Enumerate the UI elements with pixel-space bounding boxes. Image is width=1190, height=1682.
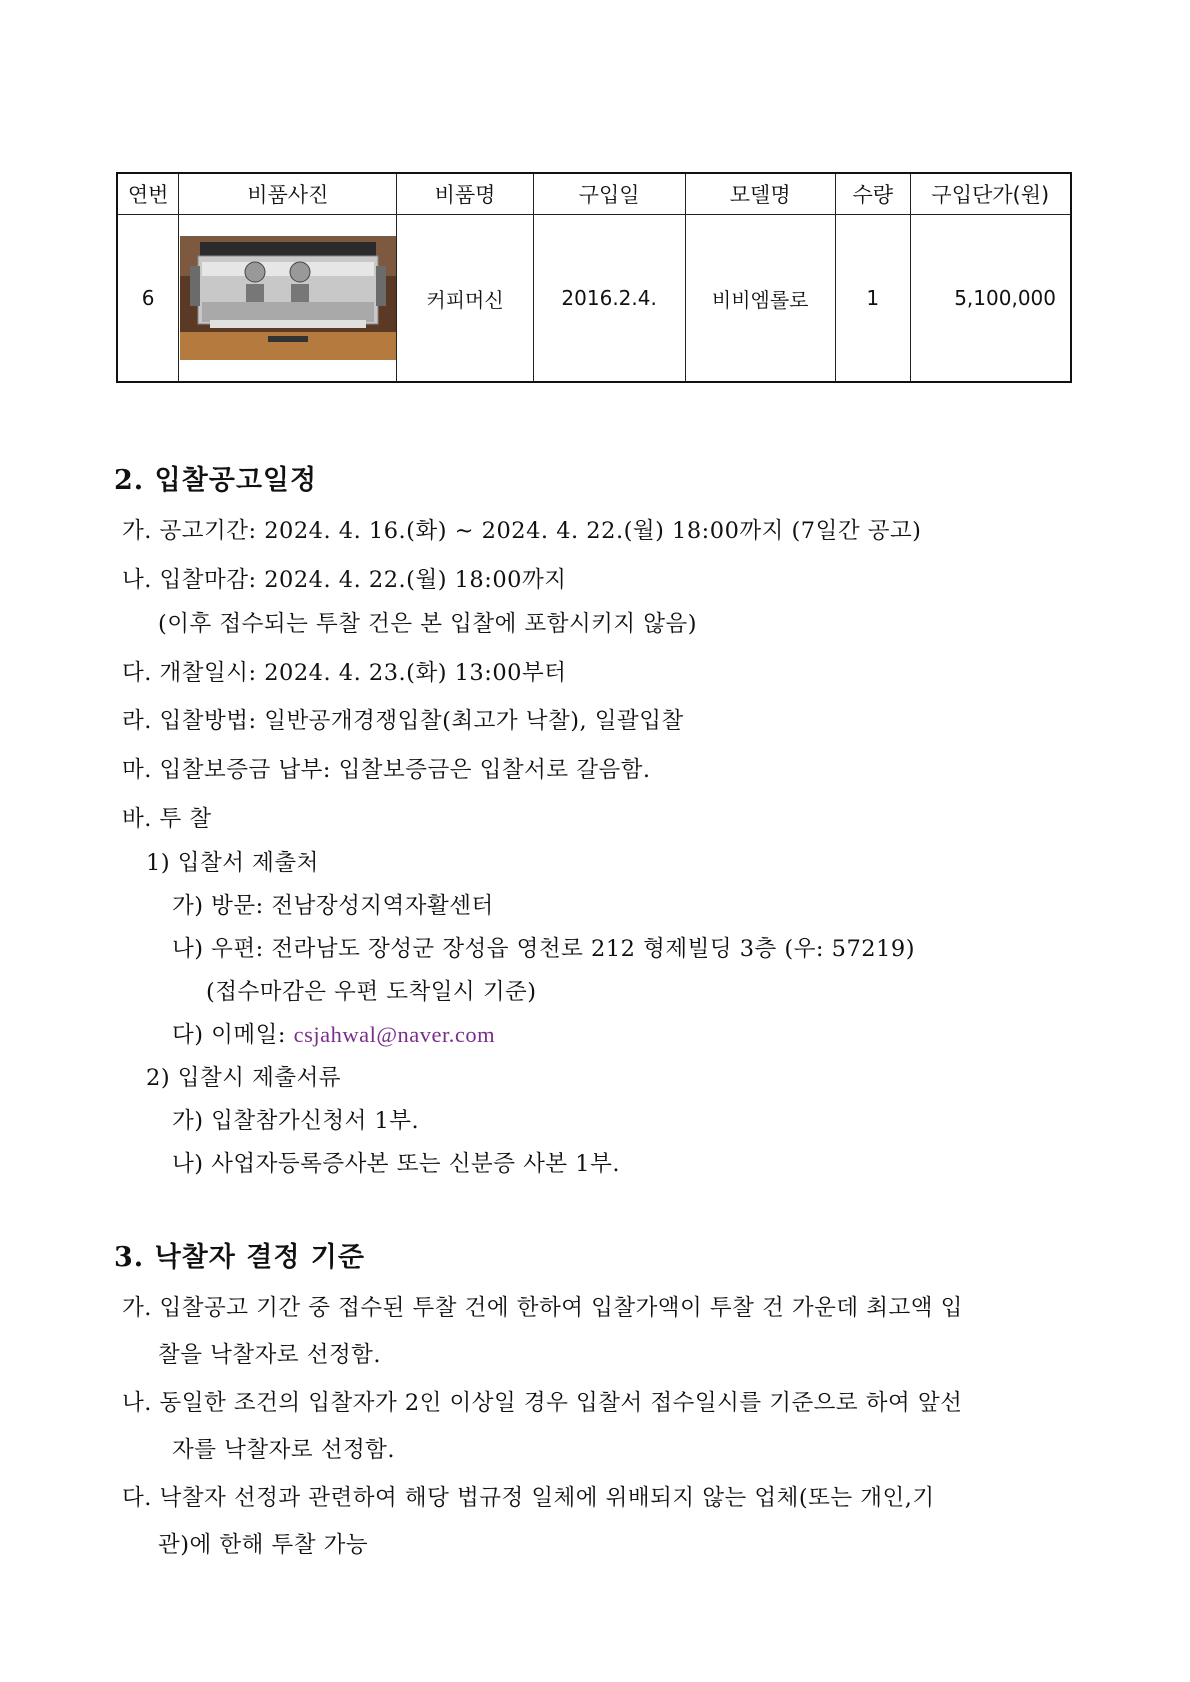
cell-name: 커피머신: [397, 215, 533, 383]
cell-price: 5,100,000: [910, 215, 1071, 383]
s2-item-na-note: (이후 접수되는 투찰 건은 본 입찰에 포함시키지 않음): [158, 611, 698, 637]
email-link[interactable]: csjahwal@naver.com: [293, 1022, 496, 1047]
s2-sub1-a: 가) 방문: 전남장성지역자활센터: [172, 893, 494, 919]
cell-no: 6: [117, 215, 179, 383]
s3-item-ga-2: 찰을 낙찰자로 선정함.: [158, 1342, 382, 1368]
s2-item-ga: 가. 공고기간: 2024. 4. 16.(화) ~ 2024. 4. 22.(월) 18:00까지 (7일간 공고): [122, 518, 922, 544]
s2-item-da: 다. 개찰일시: 2024. 4. 23.(화) 13:00부터: [122, 660, 567, 686]
header-date: 구입일: [533, 173, 685, 215]
cell-date: 2016.2.4.: [533, 215, 685, 383]
header-qty: 수량: [835, 173, 910, 215]
s2-item-ra: 라. 입찰방법: 일반공개경쟁입찰(최고가 낙찰), 일괄입찰: [122, 708, 684, 734]
cell-photo: [179, 215, 397, 383]
s2-item-na: 나. 입찰마감: 2024. 4. 22.(월) 18:00까지: [122, 567, 567, 593]
section3-title: 3. 낙찰자 결정 기준: [114, 1242, 365, 1273]
s3-item-na-1: 나. 동일한 조건의 입찰자가 2인 이상일 경우 입찰서 접수일시를 기준으로 하여 앞선: [122, 1390, 963, 1416]
email-label: 다) 이메일:: [172, 1022, 294, 1048]
section2-title: 2. 입찰공고일정: [114, 465, 318, 496]
s2-sub1-b-note: (접수마감은 우편 도착일시 기준): [206, 979, 537, 1005]
s2-sub1-c: [172, 1017, 495, 1049]
table-row: [117, 215, 1071, 383]
table-header-row: [117, 173, 1071, 215]
coffee-machine-photo: [180, 236, 396, 360]
s2-item-ba: 바. 투 찰: [122, 806, 212, 832]
header-photo: 비품사진: [179, 173, 397, 215]
header-model: 모델명: [685, 173, 835, 215]
s3-item-na-2: 자를 낙찰자로 선정함.: [172, 1437, 396, 1463]
header-name: 비품명: [397, 173, 533, 215]
s2-sub2-a: 가) 입찰참가신청서 1부.: [172, 1108, 420, 1134]
header-no: 연번: [117, 173, 179, 215]
s2-sub1-b: 나) 우편: 전라남도 장성군 장성읍 영천로 212 형제빌딩 3층 (우: 57219): [172, 936, 916, 962]
s2-item-ma: 마. 입찰보증금 납부: 입찰보증금은 입찰서로 갈음함.: [122, 757, 651, 783]
s2-sub1: 1) 입찰서 제출처: [146, 850, 319, 876]
s2-sub2-b: 나) 사업자등록증사본 또는 신분증 사본 1부.: [172, 1151, 621, 1177]
cell-model: 비비엠롤로: [685, 215, 835, 383]
cell-qty: 1: [835, 215, 910, 383]
equipment-table: [116, 172, 1072, 383]
s2-sub2: 2) 입찰시 제출서류: [146, 1065, 342, 1091]
s3-item-ga-1: 가. 입찰공고 기간 중 접수된 투찰 건에 한하여 입찰가액이 투찰 건 가운데 최고액 입: [122, 1295, 963, 1321]
header-price: 구입단가(원): [910, 173, 1071, 215]
s3-item-da-1: 다. 낙찰자 선정과 관련하여 해당 법규정 일체에 위배되지 않는 업체(또는 개인,기: [122, 1485, 935, 1511]
s3-item-da-2: 관)에 한해 투찰 가능: [158, 1532, 369, 1558]
